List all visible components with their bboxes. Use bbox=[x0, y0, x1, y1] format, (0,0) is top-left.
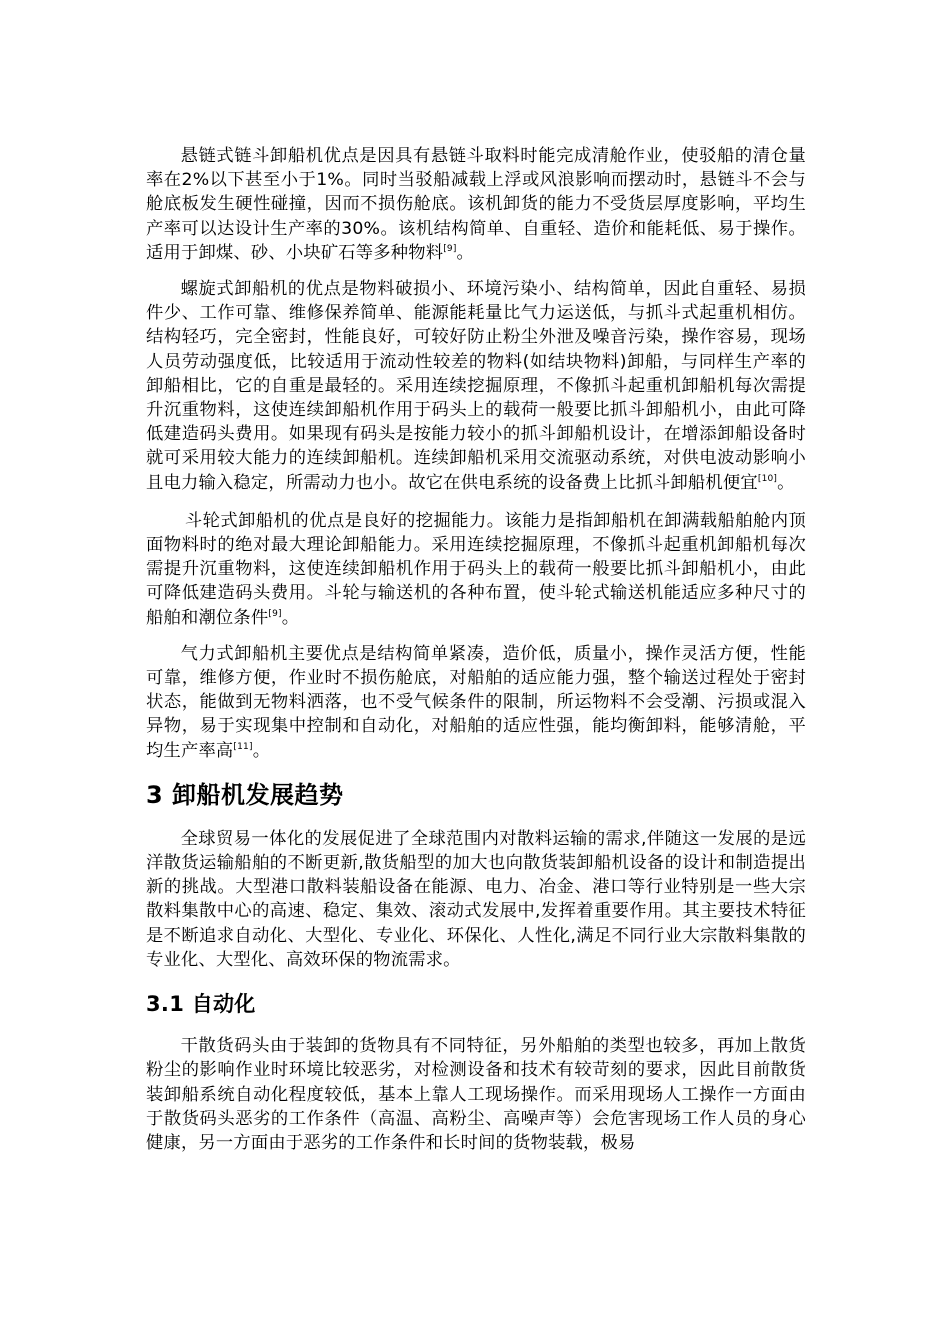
citation-ref[interactable]: [10] bbox=[757, 473, 778, 484]
citation-ref[interactable]: [9] bbox=[443, 243, 457, 254]
paragraph-end: 。 bbox=[252, 740, 271, 761]
citation-ref[interactable]: [11] bbox=[233, 741, 253, 752]
paragraph-screw-unloader bbox=[146, 277, 806, 495]
paragraph-bucket-wheel-unloader bbox=[146, 509, 806, 630]
paragraph-end: 。 bbox=[777, 472, 795, 493]
paragraph-pneumatic-unloader bbox=[146, 642, 806, 763]
document-page bbox=[146, 144, 806, 1169]
citation-ref[interactable]: [9] bbox=[268, 608, 282, 619]
paragraph-text: 悬链式链斗卸船机优点是因具有悬链斗取料时能完成清舱作业，使驳船的清仓量率在2%以下甚至小于1%。同时当驳船减载上浮或风浪影响而摆动时，悬链斗不会与舱底板发生硬性碰撞，因而不损伤舱底。该机卸货的能力不受货层厚度影响，平均生产率可以达设计生产率的30%。该机结构简单、自重轻、造价和能耗低、易于操作。适用于卸煤、砂、小块矿石等多种物料 bbox=[146, 146, 806, 263]
paragraph-end: 。 bbox=[456, 242, 475, 263]
paragraph-text: 斗轮式卸船机的优点是良好的挖掘能力。该能力是指卸船机在卸满载船舶舱内顶面物料时的绝对最大理论卸船能力。采用连续挖掘原理，不像抓斗起重机卸船机每次需提升沉重物料，这使连续卸船机作用于码头上的载荷一般要比抓斗卸船机小，由此可降低建造码头费用。斗轮与输送机的各种布置，使斗轮式输送机能适应多种尺寸的船舶和潮位条件 bbox=[146, 510, 806, 628]
paragraph-text: 螺旋式卸船机的优点是物料破损小、环境污染小、结构简单，因此自重轻、易损件少、工作可靠、维修保养简单、能源能耗量比气力运送低，与抓斗式起重机相仿。结构轻巧，完全密封，性能良好，可较好防止粉尘外泄及噪音污染，操作容易，现场人员劳动强度低，比较适用于流动性较差的物料(如结块物料)卸船，与同样生产率的卸船相比，它的自重是最轻的。采用连续挖掘原理，不像抓斗起重机卸船机每次需提升沉重物料，这使连续卸船机作用于码头上的载荷一般要比抓斗卸船机小，由此可降低建造码头费用。如果现有码头是按能力较小的抓斗卸船机设计，在增添卸船设备时就可采用较大能力的连续卸船机。连续卸船机采用交流驱动系统，对供电波动影响小且电力输入稳定，所需动力也小。故它在供电系统的设备费上比抓斗卸船机便宜 bbox=[146, 279, 806, 493]
paragraph-text: 气力式卸船机主要优点是结构简单紧凑，造价低，质量小，操作灵活方便，性能可靠，维修方便，作业时不损伤舱底，对船舶的适应能力强，整个输送过程处于密封状态，能做到无物料洒落，也不受气候条件的限制，所运物料不会受潮、污损或混入异物，易于实现集中控制和自动化，对船舶的适应性强，能均衡卸料，能够清舱，平均生产率高 bbox=[146, 643, 806, 761]
paragraph-automation: 干散货码头由于装卸的货物具有不同特征，另外船舶的类型也较多，再加上散货粉尘的影响作业时环境比较恶劣，对检测设备和技术有较苛刻的要求，因此目前散货装卸船系统自动化程度较低，基本上靠人工现场操作。而采用现场人工操作一方面由于散货码头恶劣的工作条件（高温、高粉尘、高噪声等）会危害现场工作人员的身心健康，另一方面由于恶劣的工作条件和长时间的货物装载，极易 bbox=[146, 1036, 806, 1153]
paragraph-chain-bucket-unloader bbox=[146, 144, 806, 265]
subsection-heading-automation: 3.1 自动化 bbox=[146, 992, 256, 1017]
paragraph-trend-intro: 全球贸易一体化的发展促进了全球范围内对散料运输的需求,伴随这一发展的是远洋散货运输船舶的不断更新,散货船型的加大也向散货装卸船机设备的设计和制造提出新的挑战。大型港口散料装船设备在能源、电力、冶金、港口等行业特别是一些大宗散料集散中心的高速、稳定、集效、滚动式发展中,发挥着重要作用。其主要技术特征是不断追求自动化、大型化、专业化、环保化、人性化,满足不同行业大宗散料集散的专业化、大型化、高效环保的物流需求。 bbox=[146, 828, 806, 970]
section-heading-development-trend: 3 卸船机发展趋势 bbox=[146, 780, 344, 809]
paragraph-end: 。 bbox=[281, 607, 300, 628]
